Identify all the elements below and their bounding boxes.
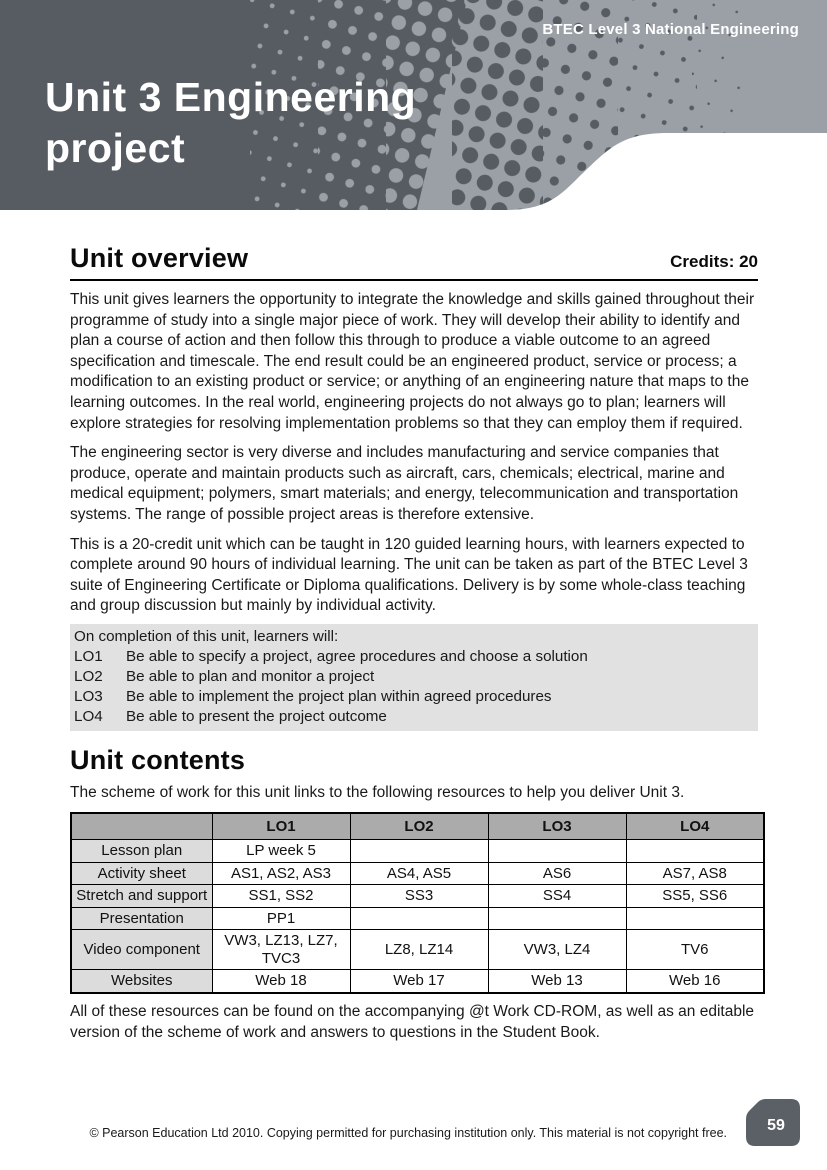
heading-rule <box>70 279 758 281</box>
table-header-row <box>71 813 764 840</box>
table-cell: VW3, LZ13, LZ7, TVC3 <box>212 930 350 970</box>
page-number-badge <box>746 1099 800 1146</box>
lo-code: LO3 <box>74 687 103 705</box>
overview-paragraph: The engineering sector is very diverse and includes manufacturing and service companies that produce, operate and maintain products such as aircraft, cars, chemicals; electrical, marine and medical equipment; polymers, smart materials; and energy, telecommunication and transportation systems. The range of possible project areas is therefore extensive. <box>70 444 739 523</box>
overview-paragraph: This unit gives learners the opportunity to integrate the knowledge and skills gained throughout their programme of study into a single major piece of work. They will develop their ability to identify and plan a course of action and then follow this through to produce a viable outcome to an agreed specification and timescale. The end result could be an engineered product, service or process; a modification to an existing product or service; or anything of an engineering nature that maps to the learning outcomes. In the real world, engineering projects do not always go to plan; learners will explore strategies for resolving implementation problems so that they can employ them if required. <box>70 291 755 432</box>
lo-text: Be able to specify a project, agree procedures and choose a solution <box>126 647 588 665</box>
column-header: LO2 <box>350 813 488 840</box>
table-row <box>71 885 764 908</box>
table-cell <box>626 907 764 930</box>
learning-outcome-item <box>74 707 752 727</box>
learning-outcomes-box <box>70 624 758 731</box>
credits-label: Credits: 20 <box>670 252 758 271</box>
table-cell: SS4 <box>488 885 626 908</box>
column-header <box>71 813 212 840</box>
lo-text: Be able to implement the project plan within agreed procedures <box>126 687 552 705</box>
table-cell <box>350 907 488 930</box>
table-cell: VW3, LZ4 <box>488 930 626 970</box>
lo-code: LO2 <box>74 667 103 685</box>
table-cell <box>488 840 626 863</box>
lo-code: LO1 <box>74 647 103 665</box>
column-header: LO3 <box>488 813 626 840</box>
table-cell <box>626 840 764 863</box>
table-cell: SS3 <box>350 885 488 908</box>
overview-heading-row <box>70 243 758 274</box>
table-cell: Web 18 <box>212 970 350 993</box>
column-header: LO1 <box>212 813 350 840</box>
header-banner <box>0 0 827 210</box>
table-cell: Web 17 <box>350 970 488 993</box>
copyright-text: © Pearson Education Ltd 2010. Copying permitted for purchasing institution only. This material is not copyright free. <box>89 1126 727 1140</box>
table-cell: AS4, AS5 <box>350 862 488 885</box>
row-label: Presentation <box>71 907 212 930</box>
table-cell: SS1, SS2 <box>212 885 350 908</box>
row-label: Websites <box>71 970 212 993</box>
page-number: 59 <box>767 1117 785 1134</box>
column-header: LO4 <box>626 813 764 840</box>
table-cell: AS6 <box>488 862 626 885</box>
brand-text: BTEC Level 3 National Engineering <box>542 21 799 38</box>
table-cell <box>488 907 626 930</box>
resources-table <box>70 812 765 994</box>
table-row <box>71 930 764 970</box>
lo-code: LO4 <box>74 707 103 725</box>
learning-outcome-item <box>74 667 752 687</box>
table-cell: TV6 <box>626 930 764 970</box>
table-cell: AS7, AS8 <box>626 862 764 885</box>
table-cell: Web 13 <box>488 970 626 993</box>
overview-heading: Unit overview <box>70 243 249 273</box>
learning-outcome-item <box>74 647 752 667</box>
table-row <box>71 970 764 993</box>
resources-note: All of these resources can be found on the accompanying @t Work CD-ROM, as well as an editable version of the scheme of work and answers to questions in the Student Book. <box>70 1002 755 1041</box>
table-cell: PP1 <box>212 907 350 930</box>
row-label: Stretch and support <box>71 885 212 908</box>
lo-text: Be able to plan and monitor a project <box>126 667 375 685</box>
main-content <box>70 243 758 1043</box>
table-row <box>71 840 764 863</box>
table-cell: SS5, SS6 <box>626 885 764 908</box>
table-cell: AS1, AS2, AS3 <box>212 862 350 885</box>
table-cell: LP week 5 <box>212 840 350 863</box>
learning-outcome-item <box>74 687 752 707</box>
overview-paragraph: This is a 20-credit unit which can be taught in 120 guided learning hours, with learners expected to complete around 90 hours of individual learning. The unit can be taken as part of the BTEC Level 3 suite of Engineering Certificate or Diploma qualifications. Delivery is by some whole-class teaching and group discussion but mainly by individual activity. <box>70 535 748 615</box>
lo-text: Be able to present the project outcome <box>126 707 387 725</box>
table-cell: LZ8, LZ14 <box>350 930 488 970</box>
learning-outcomes-intro: On completion of this unit, learners will: <box>74 627 339 645</box>
overview-paragraphs <box>70 290 758 617</box>
table-cell <box>350 840 488 863</box>
contents-heading: Unit contents <box>70 744 246 775</box>
page-title: Unit 3 Engineering project <box>45 74 417 171</box>
row-label: Lesson plan <box>71 840 212 863</box>
row-label: Video component <box>71 930 212 970</box>
row-label: Activity sheet <box>71 862 212 885</box>
page-badge-shape <box>746 1099 800 1146</box>
table-cell: Web 16 <box>626 970 764 993</box>
table-row <box>71 862 764 885</box>
contents-intro: The scheme of work for this unit links to the following resources to help you deliver Unit 3. <box>70 783 685 801</box>
table-row <box>71 907 764 930</box>
